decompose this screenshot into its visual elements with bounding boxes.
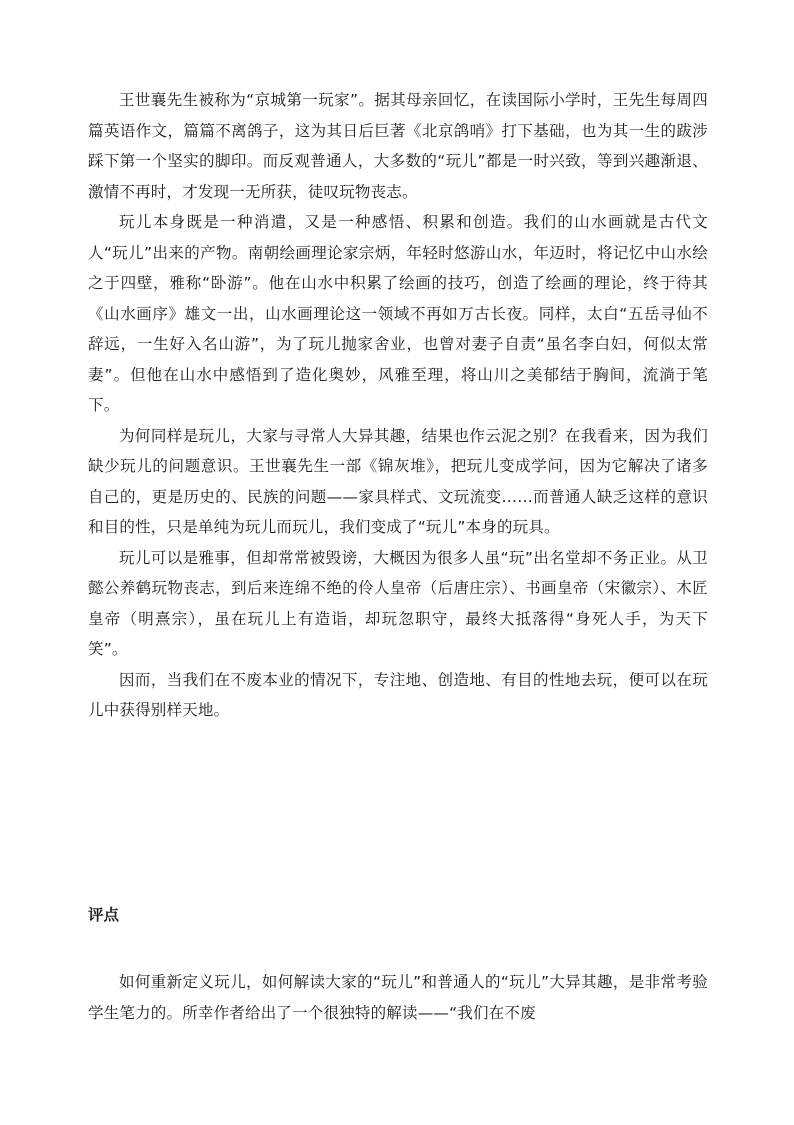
essay-paragraph-1: 王世襄先生被称为“京城第一玩家”。据其母亲回忆，在读国际小学时，王先生每周四篇英语作文，篇篇不离鸽子，这为其日后巨著《北京鸽哨》打下基础，也为其一生的跋涉踩下第一个坚实的脚印。而反观普通人，大多数的“玩儿”都是一时兴致，等到兴趣渐退、激情不再时，才发现一无所获，徒叹玩物丧志。: [88, 91, 708, 201]
review-paragraph: 如何重新定义玩儿，如何解读大家的“玩儿”和普通人的“玩儿”大异其趣，是非常考验学生笔力的。所幸作者给出了一个很独特的解读——“我们在不废: [88, 973, 708, 1022]
essay-paragraph-4: 玩儿可以是雅事，但却常常被毁谤，大概因为很多人虽“玩”出名堂却不务正业。从卫懿公养鹤玩物丧志，到后来连绵不绝的伶人皇帝（后唐庄宗）、书画皇帝（宋徽宗）、木匠皇帝（明熹宗），虽在玩儿上有造诣，却玩忽职守，最终大抵落得“身死人手，为天下笑”。: [88, 548, 708, 658]
essay-paragraph-2: 玩儿本身既是一种消遣，又是一种感悟、积累和创造。我们的山水画就是古代文人“玩儿”出来的产物。南朝绘画理论家宗炳，年轻时悠游山水，年迈时，将记忆中山水绘之于四壁，雅称“卧游”。他在山水中积累了绘画的技巧，创造了绘画的理论，终于待其《山水画序》雄文一出，山水画理论这一领域不再如万古长夜。同样，太白“五岳寻仙不辞远，一生好入名山游”，为了玩儿抛家舍业，也曾对妻子自责“虽名李白妇，何似太常妻”。但他在山水中感悟到了造化奥妙，风雅至理，将山川之美郁结于胸间，流淌于笔下。: [88, 213, 708, 414]
review-body: [88, 967, 708, 1028]
essay-body: [88, 85, 708, 726]
essay-paragraph-5: 因而，当我们在不废本业的情况下，专注地、创造地、有目的性地去玩，便可以在玩儿中获得别样天地。: [88, 670, 708, 719]
essay-paragraph-3: 为何同样是玩儿，大家与寻常人大异其趣，结果也作云泥之别？在我看来，因为我们缺少玩儿的问题意识。王世襄先生一部《锦灰堆》，把玩儿变成学问，因为它解决了诸多自己的，更是历史的、民族的问题——家具样式、文玩流变……而普通人缺乏这样的意识和目的性，只是单纯为玩儿而玩儿，我们变成了“玩儿”本身的玩具。: [88, 426, 708, 536]
review-heading: 评点: [88, 906, 120, 924]
